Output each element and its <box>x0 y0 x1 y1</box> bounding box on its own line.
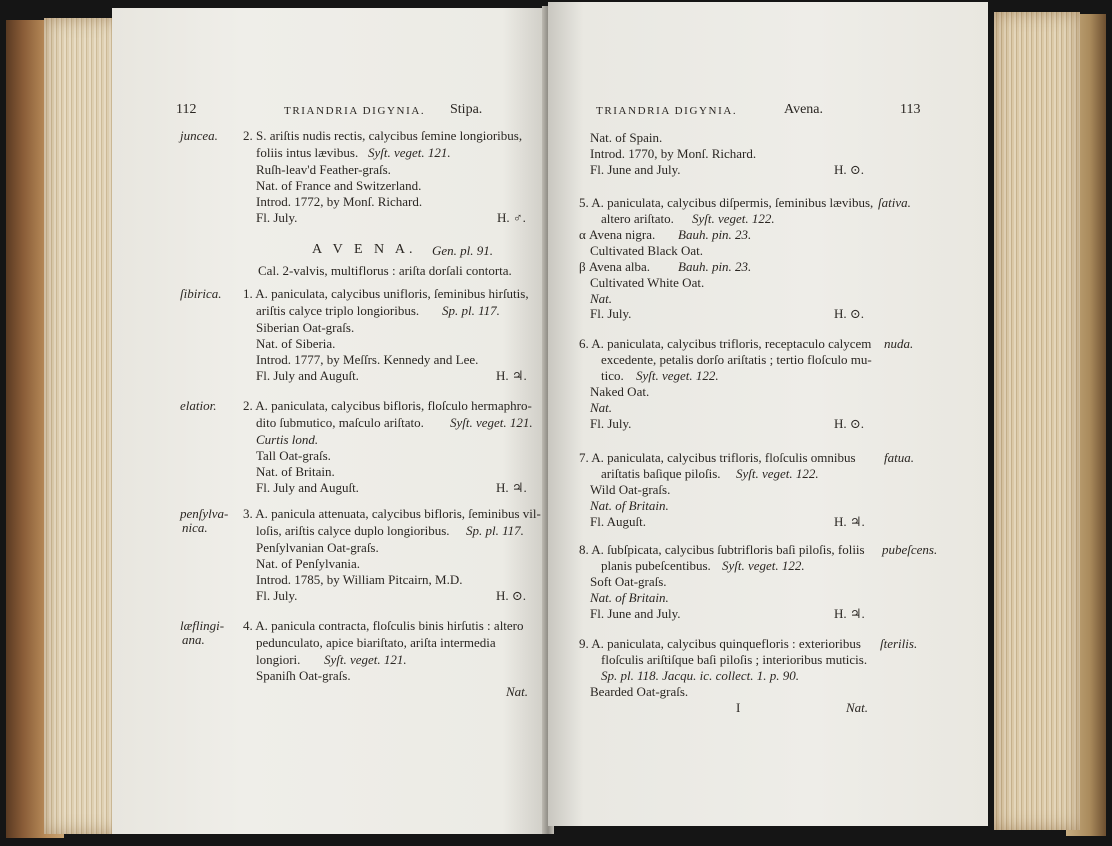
habit-symbol: H. ⊙. <box>496 588 527 603</box>
habit-symbol: H. ⊙. <box>834 416 865 431</box>
entry-line: Wild Oat-graſs. <box>590 482 671 497</box>
entry-ref: Sp. pl. 117. <box>442 303 500 318</box>
entry-ref: Bauh. pin. 23. <box>678 259 752 274</box>
entry-line: longiori. <box>256 652 301 667</box>
entry-line: Cultivated White Oat. <box>590 275 705 290</box>
entry-line: Cultivated Black Oat. <box>590 243 704 258</box>
margin-label: ſibirica. <box>180 286 222 301</box>
entry-ref: Syſt. veget. 122. <box>722 558 805 573</box>
catchword: Nat. <box>506 684 529 699</box>
entry-line: Fl. June and July. <box>590 162 681 177</box>
margin-label: nica. <box>182 520 208 535</box>
entry-line: ariſtis calyce triplo longioribus. <box>256 303 420 318</box>
entry-line: Introd. 1770, by Monſ. Richard. <box>590 146 757 161</box>
margin-label: pubeſcens. <box>882 542 938 557</box>
entry-line: Nat. of France and Switzerland. <box>256 178 422 193</box>
entry-line: 2. S. ariſtis nudis rectis, calycibus ſemine longioribus, <box>243 128 523 143</box>
entry-line: Nat. of Britain. <box>256 464 335 479</box>
habit-symbol: H. ♃. <box>834 514 865 529</box>
entry-line: Fl. July and Auguſt. <box>256 368 359 383</box>
margin-label: nuda. <box>884 336 914 351</box>
margin-label: læflingi- <box>180 618 225 633</box>
habit-symbol: H. ♃. <box>496 368 527 383</box>
entry-line: Fl. July. <box>256 210 298 225</box>
habit-symbol: H. ♃. <box>496 480 527 495</box>
entry-ref: Curtis lond. <box>256 432 319 447</box>
right-page-number: 113 <box>900 102 921 117</box>
entry-line: Bearded Oat-graſs. <box>590 684 689 699</box>
entry-line: Nat. of Britain. <box>590 498 669 513</box>
margin-label: penſylva- <box>180 506 229 521</box>
left-running-head: TRIANDRIA DIGYNIA. <box>284 105 426 117</box>
entry-line: Nat. of Spain. <box>590 130 663 145</box>
entry-ref: Syſt. veget. 122. <box>692 211 775 226</box>
entry-line: Nat. of Siberia. <box>256 336 336 351</box>
entry-line: 3. A. panicula attenuata, calycibus bifloris, ſeminibus vil- <box>243 506 541 521</box>
entry-ref: Syſt. veget. 122. <box>636 368 719 383</box>
entry-line: 7. A. paniculata, calycibus trifloris, floſculis omnibus <box>579 450 856 465</box>
entry-ref: Syſt. veget. 122. <box>736 466 819 481</box>
entry-line: Introd. 1777, by Meſſrs. Kennedy and Lee. <box>256 352 479 367</box>
margin-label: ſterilis. <box>880 636 918 651</box>
entry-line: Nat. <box>590 400 613 415</box>
margin-label: ana. <box>182 632 205 647</box>
entry-line: tico. <box>601 368 624 383</box>
entry-line: Nat. <box>590 291 613 306</box>
entry-line: dito ſubmutico, maſculo ariſtato. <box>256 415 424 430</box>
entry-line: Ruſh-leav'd Feather-graſs. <box>256 162 391 177</box>
entry-line: loſis, ariſtis calyce duplo longioribus. <box>256 523 450 538</box>
genus-title: A V E N A. <box>312 242 417 257</box>
entry-line: Tall Oat-graſs. <box>256 448 331 463</box>
entry-line: 9. A. paniculata, calycibus quinquefloris : exterioribus <box>579 636 861 651</box>
entry-line: 1. A. paniculata, calycibus unifloris, ſeminibus hirſutis, <box>243 286 529 301</box>
entry-ref: Syſt. veget. 121. <box>368 145 451 160</box>
right-page <box>548 2 988 826</box>
entry-line: Naked Oat. <box>590 384 650 399</box>
entry-line: 4. A. panicula contracta, floſculis binis hirſutis : altero <box>243 618 524 633</box>
entry-line: Fl. July. <box>256 588 298 603</box>
entry-line: β Avena alba. <box>579 259 650 274</box>
right-running-head: TRIANDRIA DIGYNIA. <box>596 105 738 117</box>
entry-line: foliis intus lævibus. <box>256 145 359 160</box>
entry-line: 5. A. paniculata, calycibus diſpermis, ſeminibus lævibus, <box>579 195 874 210</box>
margin-label: elatior. <box>180 398 217 413</box>
entry-line: Siberian Oat-graſs. <box>256 320 355 335</box>
entry-line: pedunculato, apice biariſtato, ariſta intermedia <box>256 635 496 650</box>
entry-ref: Syſt. veget. 121. <box>324 652 407 667</box>
margin-label: juncea. <box>180 128 218 143</box>
habit-symbol: H. ♃. <box>834 606 865 621</box>
genus-character: Cal. 2-valvis, multiflorus : ariſta dorſali contorta. <box>258 263 512 278</box>
catchword: Nat. <box>846 700 869 715</box>
entry-line: Fl. June and July. <box>590 606 681 621</box>
entry-line: Soft Oat-graſs. <box>590 574 667 589</box>
entry-line: Fl. July. <box>590 306 632 321</box>
habit-symbol: H. ⊙. <box>834 306 865 321</box>
entry-ref: Syſt. veget. 121. <box>450 415 533 430</box>
margin-label: fatua. <box>884 450 914 465</box>
habit-symbol: H. ⊙. <box>834 162 865 177</box>
entry-line: Nat. of Britain. <box>590 590 669 605</box>
entry-line: 2. A. paniculata, calycibus bifloris, floſculo hermaphro- <box>243 398 532 413</box>
entry-line: Penſylvanian Oat-graſs. <box>256 540 379 555</box>
entry-line: floſculis ariſtiſque baſi piloſis ; interioribus muticis. <box>601 652 868 667</box>
entry-line: Nat. of Penſylvania. <box>256 556 360 571</box>
entry-ref: Sp. pl. 118. Jacqu. ic. collect. 1. p. 90. <box>601 668 799 683</box>
entry-ref: Sp. pl. 117. <box>466 523 524 538</box>
entry-line: 8. A. ſubſpicata, calycibus ſubtrifloris baſi piloſis, foliis <box>579 542 865 557</box>
entry-line: Fl. Auguſt. <box>590 514 646 529</box>
entry-line: Introd. 1785, by William Pitcairn, M.D. <box>256 572 463 587</box>
margin-label: ſativa. <box>878 195 911 210</box>
entry-line: Spaniſh Oat-graſs. <box>256 668 351 683</box>
entry-line: planis pubeſcentibus. <box>601 558 711 573</box>
entry-line: 6. A. paniculata, calycibus trifloris, receptaculo calycem <box>579 336 872 351</box>
genus-ref: Gen. pl. 91. <box>432 243 494 258</box>
entry-line: altero ariſtato. <box>601 211 674 226</box>
entry-line: Fl. July and Auguſt. <box>256 480 359 495</box>
entry-line: Fl. July. <box>590 416 632 431</box>
page-edges-right <box>994 12 1080 830</box>
entry-line: ariſtatis baſique piloſis. <box>601 466 721 481</box>
entry-line: Introd. 1772, by Monſ. Richard. <box>256 194 423 209</box>
left-running-genus: Stipa. <box>450 102 483 117</box>
signature-mark: I <box>736 700 741 715</box>
habit-symbol: H. ♂. <box>497 210 526 225</box>
entry-line: excedente, petalis dorſo ariſtatis ; tertio floſculo mu- <box>601 352 872 367</box>
entry-line: α Avena nigra. <box>579 227 656 242</box>
right-running-genus: Avena. <box>784 102 823 117</box>
entry-ref: Bauh. pin. 23. <box>678 227 752 242</box>
left-page-number: 112 <box>176 102 197 117</box>
